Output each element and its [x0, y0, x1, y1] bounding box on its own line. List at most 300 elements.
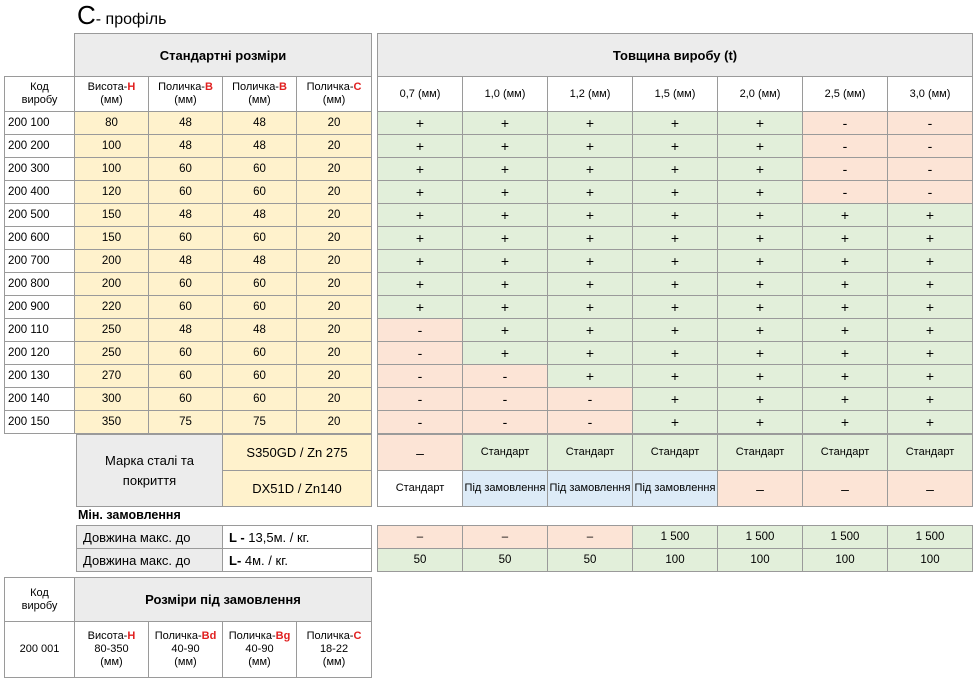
length-label-1: Довжина макс. до — [77, 526, 223, 549]
availability-cell: - — [888, 112, 973, 135]
table-row — [5, 365, 372, 388]
col-code — [5, 77, 75, 112]
col-height-label: Висота- — [87, 81, 128, 93]
product-code: 200 400 — [5, 181, 75, 204]
height-value: 100 — [75, 135, 149, 158]
availability-cell: + — [378, 296, 463, 319]
availability-cell: - — [803, 112, 888, 135]
flange-b2-value: 48 — [223, 135, 297, 158]
flange-b1-value: 60 — [149, 273, 223, 296]
flange-b1-value: 60 — [149, 181, 223, 204]
max-length-13-5-value: 1 500 — [718, 526, 803, 549]
availability-cell: - — [378, 388, 463, 411]
col-flange-c — [297, 77, 372, 112]
availability-cell: - — [463, 388, 548, 411]
custom-bd-label: Поличка- — [154, 630, 202, 642]
availability-cell: + — [548, 181, 633, 204]
title-rest: - профіль — [95, 11, 167, 28]
availability-cell: + — [633, 204, 718, 227]
availability-cell: + — [633, 273, 718, 296]
flange-b1-value: 60 — [149, 388, 223, 411]
flange-b1-value: 48 — [149, 319, 223, 342]
availability-cell: + — [888, 388, 973, 411]
table-row — [378, 112, 973, 135]
max-length-4-value: 50 — [378, 549, 463, 572]
flange-c-value: 20 — [297, 296, 372, 319]
custom-flange-bg — [223, 622, 297, 678]
height-value: 120 — [75, 181, 149, 204]
max-length-13-5-value: 1 500 — [803, 526, 888, 549]
availability-cell: + — [888, 411, 973, 434]
availability-cell: + — [378, 227, 463, 250]
availability-cell: + — [548, 250, 633, 273]
availability-cell: + — [548, 158, 633, 181]
availability-cell: + — [548, 319, 633, 342]
custom-flange-c — [297, 622, 372, 678]
table-row — [378, 204, 973, 227]
steel-grade2-availability: Стандарт — [378, 471, 463, 507]
flange-c-value: 20 — [297, 319, 372, 342]
flange-b1-value: 60 — [149, 296, 223, 319]
custom-sizes-table — [4, 577, 372, 678]
flange-c-value: 20 — [297, 112, 372, 135]
table-row — [5, 296, 372, 319]
availability-cell: + — [803, 227, 888, 250]
availability-cell: + — [888, 365, 973, 388]
availability-cell: + — [463, 273, 548, 296]
table-row — [5, 135, 372, 158]
thickness-col-6: 3,0 (мм) — [888, 77, 973, 112]
custom-bg-key: Bg — [275, 630, 291, 642]
thickness-header: Товщина виробу (t) — [378, 34, 973, 77]
flange-b1-value: 48 — [149, 135, 223, 158]
availability-cell: + — [378, 135, 463, 158]
availability-cell: + — [463, 204, 548, 227]
availability-cell: + — [463, 158, 548, 181]
height-value: 100 — [75, 158, 149, 181]
height-value: 250 — [75, 342, 149, 365]
col-b1-label: Поличка- — [158, 81, 205, 93]
table-row — [5, 158, 372, 181]
empty-corner — [5, 34, 75, 77]
availability-cell: + — [718, 411, 803, 434]
height-value: 150 — [75, 204, 149, 227]
availability-cell: + — [548, 296, 633, 319]
availability-cell: + — [378, 273, 463, 296]
col-flange-b2 — [223, 77, 297, 112]
availability-cell: + — [633, 158, 718, 181]
max-length-4-value: 50 — [548, 549, 633, 572]
availability-cell: + — [633, 227, 718, 250]
availability-cell: - — [378, 365, 463, 388]
availability-cell: + — [718, 365, 803, 388]
flange-c-value: 20 — [297, 273, 372, 296]
flange-c-value: 20 — [297, 365, 372, 388]
table-row — [5, 204, 372, 227]
steel-grade1-availability: Стандарт — [463, 435, 548, 471]
availability-cell: + — [888, 204, 973, 227]
custom-bd-unit: (мм) — [174, 656, 197, 668]
thickness-col-2: 1,2 (мм) — [548, 77, 633, 112]
max-length-13-5-value: 1 500 — [633, 526, 718, 549]
standard-sizes-header: Стандартні розміри — [75, 34, 372, 77]
height-value: 150 — [75, 227, 149, 250]
product-code: 200 120 — [5, 342, 75, 365]
availability-cell: + — [718, 181, 803, 204]
availability-cell: + — [548, 227, 633, 250]
table-row — [5, 319, 372, 342]
availability-cell: + — [718, 227, 803, 250]
availability-cell: + — [548, 204, 633, 227]
table-row — [5, 388, 372, 411]
col-b1-unit: (мм) — [174, 94, 197, 106]
availability-cell: - — [803, 135, 888, 158]
col-b2-label: Поличка- — [232, 81, 279, 93]
availability-cell: + — [718, 319, 803, 342]
availability-cell: + — [378, 250, 463, 273]
product-code: 200 800 — [5, 273, 75, 296]
availability-cell: - — [803, 158, 888, 181]
flange-b1-value: 60 — [149, 227, 223, 250]
height-value: 250 — [75, 319, 149, 342]
max-length-13-5-value: 1 500 — [888, 526, 973, 549]
table-row — [5, 273, 372, 296]
flange-b2-value: 48 — [223, 319, 297, 342]
availability-cell: - — [463, 411, 548, 434]
availability-cell: + — [633, 388, 718, 411]
availability-cell: + — [803, 273, 888, 296]
length-val-2: 4м. / кг. — [244, 552, 288, 568]
table-row — [378, 365, 973, 388]
availability-cell: + — [463, 250, 548, 273]
availability-cell: + — [378, 204, 463, 227]
thickness-col-5: 2,5 (мм) — [803, 77, 888, 112]
availability-cell: + — [633, 296, 718, 319]
flange-b1-value: 60 — [149, 365, 223, 388]
availability-cell: + — [718, 135, 803, 158]
max-length-13-5-value: – — [548, 526, 633, 549]
flange-b2-value: 60 — [223, 227, 297, 250]
length-value-1 — [223, 526, 372, 549]
flange-b1-value: 75 — [149, 411, 223, 434]
availability-cell: + — [803, 411, 888, 434]
max-length-13-5-value: – — [378, 526, 463, 549]
availability-cell: - — [888, 181, 973, 204]
custom-c-key: C — [353, 630, 362, 642]
flange-b1-value: 48 — [149, 204, 223, 227]
flange-b2-value: 60 — [223, 365, 297, 388]
standard-sizes-table — [4, 33, 372, 434]
availability-cell: + — [888, 250, 973, 273]
availability-cell: + — [633, 181, 718, 204]
thickness-col-3: 1,5 (мм) — [633, 77, 718, 112]
col-c-key: C — [353, 81, 362, 93]
availability-cell: + — [548, 365, 633, 388]
height-value: 200 — [75, 250, 149, 273]
table-row — [5, 112, 372, 135]
availability-cell: + — [888, 227, 973, 250]
availability-cell: - — [888, 135, 973, 158]
availability-cell: - — [548, 388, 633, 411]
custom-h-key: H — [127, 630, 136, 642]
availability-cell: + — [633, 365, 718, 388]
steel-grade-2: DX51D / Zn140 — [223, 471, 372, 507]
product-code: 200 300 — [5, 158, 75, 181]
flange-b1-value: 48 — [149, 250, 223, 273]
min-order-label: Мін. замовлення — [78, 508, 181, 522]
flange-b2-value: 75 — [223, 411, 297, 434]
flange-c-value: 20 — [297, 204, 372, 227]
flange-b2-value: 60 — [223, 181, 297, 204]
availability-cell: + — [803, 296, 888, 319]
availability-cell: + — [548, 112, 633, 135]
custom-c-label: Поличка- — [306, 630, 354, 642]
title-letter: С — [77, 0, 96, 30]
availability-cell: + — [633, 250, 718, 273]
col-b2-key: B — [278, 81, 287, 93]
availability-cell: + — [803, 365, 888, 388]
steel-availability-table — [377, 434, 973, 507]
availability-cell: + — [718, 250, 803, 273]
availability-cell: + — [378, 112, 463, 135]
steel-label-l2: покриття — [122, 472, 177, 488]
availability-cell: + — [633, 342, 718, 365]
product-code: 200 140 — [5, 388, 75, 411]
max-length-4-value: 100 — [888, 549, 973, 572]
table-row — [5, 181, 372, 204]
availability-cell: + — [378, 181, 463, 204]
col-code-l2: виробу — [21, 94, 58, 106]
col-b1-key: B — [204, 81, 213, 93]
availability-cell: - — [378, 319, 463, 342]
max-length-4-value: 100 — [803, 549, 888, 572]
thickness-table — [377, 33, 973, 434]
custom-flange-bd — [149, 622, 223, 678]
custom-bg-label: Поличка- — [228, 630, 276, 642]
length-key-2: L- — [229, 552, 245, 568]
availability-cell: - — [803, 181, 888, 204]
flange-b2-value: 60 — [223, 273, 297, 296]
availability-cell: - — [888, 158, 973, 181]
table-row — [5, 411, 372, 434]
custom-height — [75, 622, 149, 678]
col-height-key: H — [127, 81, 136, 93]
flange-b2-value: 60 — [223, 388, 297, 411]
height-value: 350 — [75, 411, 149, 434]
product-code: 200 600 — [5, 227, 75, 250]
flange-b2-value: 60 — [223, 296, 297, 319]
product-code: 200 700 — [5, 250, 75, 273]
product-code: 200 200 — [5, 135, 75, 158]
flange-b2-value: 48 — [223, 112, 297, 135]
availability-cell: + — [888, 273, 973, 296]
custom-h-range: 80-350 — [94, 643, 129, 655]
availability-cell: + — [463, 342, 548, 365]
table-row — [5, 227, 372, 250]
availability-cell: + — [463, 181, 548, 204]
availability-cell: + — [463, 227, 548, 250]
table-row — [378, 296, 973, 319]
availability-cell: + — [633, 135, 718, 158]
steel-grade1-availability: Стандарт — [888, 435, 973, 471]
product-code: 200 130 — [5, 365, 75, 388]
flange-b2-value: 60 — [223, 158, 297, 181]
table-row — [5, 342, 372, 365]
availability-cell: + — [803, 388, 888, 411]
flange-b1-value: 60 — [149, 342, 223, 365]
height-value: 80 — [75, 112, 149, 135]
availability-cell: + — [803, 204, 888, 227]
steel-grade1-availability: Стандарт — [548, 435, 633, 471]
max-length-4-value: 100 — [633, 549, 718, 572]
custom-code: 200 001 — [5, 622, 75, 678]
custom-code-l1: Код — [30, 586, 49, 599]
steel-grade-table — [76, 434, 372, 507]
availability-cell: + — [548, 342, 633, 365]
steel-label-l1: Марка сталі та — [105, 452, 194, 468]
product-code: 200 100 — [5, 112, 75, 135]
table-row — [378, 227, 973, 250]
table-row — [378, 273, 973, 296]
availability-cell: + — [718, 388, 803, 411]
thickness-col-1: 1,0 (мм) — [463, 77, 548, 112]
custom-c-range: 18-22 — [319, 643, 349, 655]
availability-cell: - — [463, 365, 548, 388]
flange-b2-value: 60 — [223, 342, 297, 365]
col-height — [75, 77, 149, 112]
steel-grade-1: S350GD / Zn 275 — [223, 435, 372, 471]
length-val-1: 13,5м. / кг. — [248, 529, 310, 545]
custom-sizes-header: Розміри під замовлення — [75, 578, 372, 622]
product-code: 200 110 — [5, 319, 75, 342]
custom-bg-unit: (мм) — [248, 656, 271, 668]
length-value-2 — [223, 549, 372, 572]
product-code: 200 150 — [5, 411, 75, 434]
table-row — [378, 319, 973, 342]
availability-cell: + — [803, 250, 888, 273]
col-height-unit: (мм) — [100, 94, 123, 106]
availability-cell: + — [548, 135, 633, 158]
table-row — [5, 250, 372, 273]
steel-grade2-availability: – — [803, 471, 888, 507]
length-label-2: Довжина макс. до — [77, 549, 223, 572]
availability-cell: + — [548, 273, 633, 296]
flange-c-value: 20 — [297, 181, 372, 204]
availability-cell: + — [718, 296, 803, 319]
custom-h-unit: (мм) — [100, 656, 123, 668]
height-value: 200 — [75, 273, 149, 296]
table-row — [378, 388, 973, 411]
max-length-4-value: 50 — [463, 549, 548, 572]
flange-c-value: 20 — [297, 158, 372, 181]
flange-b1-value: 60 — [149, 158, 223, 181]
flange-c-value: 20 — [297, 227, 372, 250]
availability-cell: + — [463, 319, 548, 342]
col-b2-unit: (мм) — [248, 94, 271, 106]
table-row — [378, 250, 973, 273]
steel-grade2-availability: – — [888, 471, 973, 507]
steel-grade2-availability: Під замовлення — [633, 471, 718, 507]
flange-c-value: 20 — [297, 250, 372, 273]
custom-bd-key: Bd — [201, 630, 217, 642]
flange-c-value: 20 — [297, 342, 372, 365]
table-row — [378, 181, 973, 204]
flange-c-value: 20 — [297, 388, 372, 411]
availability-cell: + — [888, 342, 973, 365]
col-flange-b1 — [149, 77, 223, 112]
steel-grade1-availability: – — [378, 435, 463, 471]
steel-grade-label — [77, 435, 223, 507]
height-value: 300 — [75, 388, 149, 411]
table-row — [378, 158, 973, 181]
steel-grade1-availability: Стандарт — [803, 435, 888, 471]
flange-c-value: 20 — [297, 411, 372, 434]
length-key-1: L - — [229, 529, 249, 545]
availability-cell: + — [633, 112, 718, 135]
height-value: 270 — [75, 365, 149, 388]
flange-b1-value: 48 — [149, 112, 223, 135]
availability-cell: + — [718, 204, 803, 227]
availability-cell: + — [718, 158, 803, 181]
height-value: 220 — [75, 296, 149, 319]
product-code: 200 500 — [5, 204, 75, 227]
availability-cell: + — [633, 411, 718, 434]
availability-cell: + — [888, 296, 973, 319]
steel-grade1-availability: Стандарт — [718, 435, 803, 471]
table-row — [378, 411, 973, 434]
flange-b2-value: 48 — [223, 204, 297, 227]
steel-grade1-availability: Стандарт — [633, 435, 718, 471]
steel-grade2-availability: Під замовлення — [548, 471, 633, 507]
flange-b2-value: 48 — [223, 250, 297, 273]
custom-code-l2: виробу — [21, 599, 58, 612]
availability-cell: + — [463, 296, 548, 319]
max-length-table — [76, 525, 372, 572]
custom-bd-range: 40-90 — [171, 643, 200, 655]
max-length-values-table — [377, 525, 973, 572]
col-c-label: Поличка- — [306, 81, 354, 93]
product-code: 200 900 — [5, 296, 75, 319]
availability-cell: + — [378, 158, 463, 181]
availability-cell: - — [378, 411, 463, 434]
steel-grade2-availability: Під замовлення — [463, 471, 548, 507]
table-row — [378, 135, 973, 158]
col-code-l1: Код — [30, 81, 49, 93]
thickness-col-0: 0,7 (мм) — [378, 77, 463, 112]
thickness-col-4: 2,0 (мм) — [718, 77, 803, 112]
flange-c-value: 20 — [297, 135, 372, 158]
col-c-unit: (мм) — [322, 94, 346, 106]
availability-cell: + — [718, 342, 803, 365]
availability-cell: + — [803, 319, 888, 342]
availability-cell: + — [803, 342, 888, 365]
availability-cell: + — [633, 319, 718, 342]
availability-cell: + — [888, 319, 973, 342]
availability-cell: + — [718, 112, 803, 135]
page-title — [77, 2, 166, 29]
availability-cell: - — [548, 411, 633, 434]
max-length-13-5-value: – — [463, 526, 548, 549]
availability-cell: + — [463, 135, 548, 158]
custom-col-code — [5, 578, 75, 622]
custom-c-unit: (мм) — [322, 656, 346, 668]
table-row — [378, 342, 973, 365]
custom-bg-range: 40-90 — [245, 643, 274, 655]
custom-h-label: Висота- — [87, 630, 128, 642]
availability-cell: + — [463, 112, 548, 135]
availability-cell: + — [718, 273, 803, 296]
steel-grade2-availability: – — [718, 471, 803, 507]
